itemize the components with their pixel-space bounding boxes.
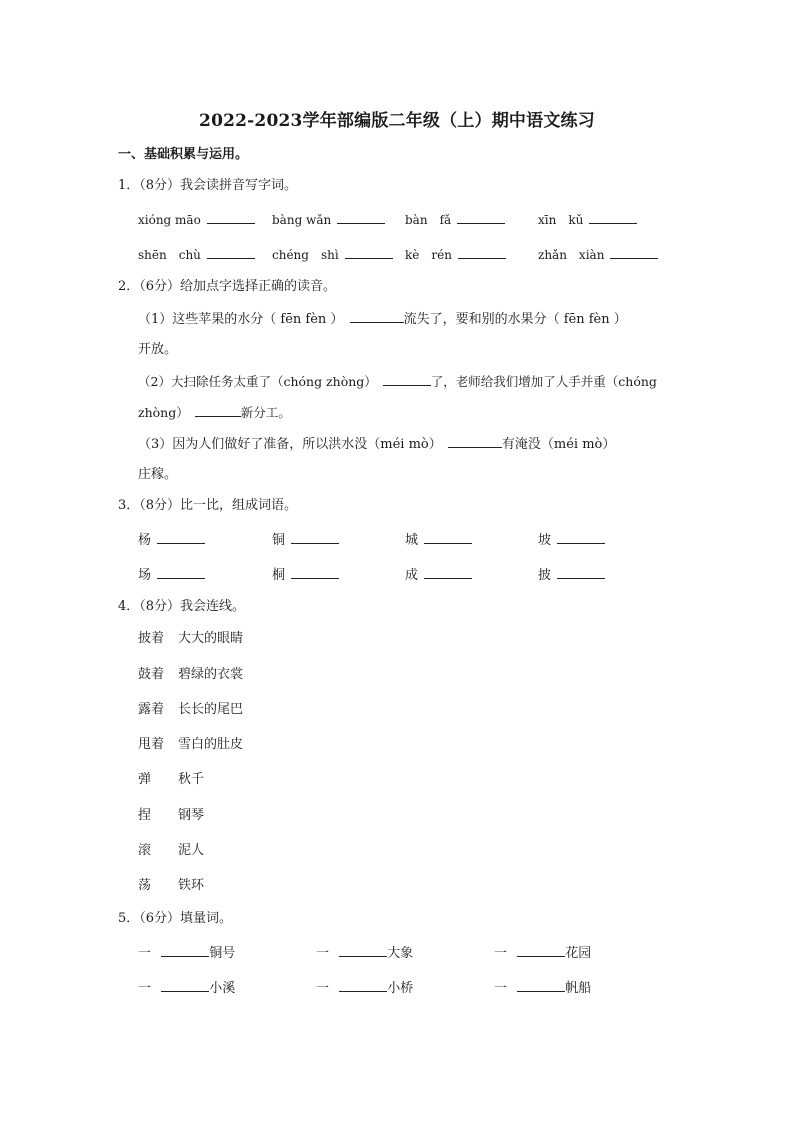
compare-char: 铜 — [272, 529, 339, 551]
pinyin-item: xióng māo — [138, 209, 255, 230]
match-row: 弹 秋千 — [138, 772, 205, 787]
question-4-heading: 4．（8分）我会连线。 — [118, 599, 246, 614]
question-2-item-1-cont: 开放。 — [138, 342, 178, 357]
answer-blank[interactable] — [339, 977, 387, 992]
compare-char: 披 — [538, 564, 605, 586]
pinyin-item: chéng shì — [272, 244, 393, 265]
answer-blank[interactable] — [157, 529, 205, 544]
question-2-item-2-cont: zhòng） 新分工。 — [138, 402, 291, 423]
answer-blank[interactable] — [383, 371, 431, 386]
measure-word-item: 一 铜号 — [138, 942, 235, 964]
compare-char: 城 — [405, 529, 472, 551]
answer-blank[interactable] — [337, 209, 385, 224]
question-3-heading: 3．（8分）比一比，组成词语。 — [118, 498, 298, 513]
answer-blank[interactable] — [589, 209, 637, 224]
pinyin-item: bàng wǎn — [272, 209, 385, 230]
question-2-item-3-cont: 庄稼。 — [138, 467, 178, 482]
match-row: 露着 长长的尾巴 — [138, 702, 244, 717]
question-2-item-2: （2）大扫除任务太重了（chóng zhòng） 了，老师给我们增加了人手并重（chóng — [138, 371, 657, 392]
answer-blank[interactable] — [157, 564, 205, 579]
answer-blank[interactable] — [291, 564, 339, 579]
measure-word-item: 一 小桥 — [316, 977, 413, 999]
answer-blank[interactable] — [161, 942, 209, 957]
question-2-heading: 2．（6分）给加点字选择正确的读音。 — [118, 279, 337, 294]
section-heading: 一、基础积累与运用。 — [118, 147, 249, 162]
answer-blank[interactable] — [350, 308, 404, 323]
answer-blank[interactable] — [557, 564, 605, 579]
answer-blank[interactable] — [517, 942, 565, 957]
match-row: 捏 钢琴 — [138, 808, 205, 823]
answer-blank[interactable] — [424, 529, 472, 544]
answer-blank[interactable] — [339, 942, 387, 957]
answer-blank[interactable] — [448, 433, 502, 448]
pinyin-item: kè rén — [405, 244, 506, 265]
answer-blank[interactable] — [207, 209, 255, 224]
match-row: 荡 铁环 — [138, 878, 205, 893]
answer-blank[interactable] — [424, 564, 472, 579]
pinyin-item: shēn chù — [138, 244, 255, 265]
match-row: 披着 大大的眼睛 — [138, 631, 244, 646]
question-2-item-1: （1）这些苹果的水分（ fēn fèn ） 流失了，要和别的水果分（ fēn fèn ） — [138, 308, 627, 330]
answer-blank[interactable] — [517, 977, 565, 992]
page-title: 2022-2023学年部编版二年级（上）期中语文练习 — [199, 111, 595, 131]
compare-char: 场 — [138, 564, 205, 586]
pinyin-item: bàn fǎ — [405, 209, 505, 230]
compare-char: 成 — [405, 564, 472, 586]
measure-word-item: 一 帆船 — [494, 977, 591, 999]
answer-blank[interactable] — [207, 244, 255, 259]
match-row: 滚 泥人 — [138, 843, 205, 858]
measure-word-item: 一 小溪 — [138, 977, 235, 999]
pinyin-item: xīn kǔ — [538, 209, 637, 230]
answer-blank[interactable] — [610, 244, 658, 259]
compare-char: 杨 — [138, 529, 205, 551]
answer-blank[interactable] — [457, 209, 505, 224]
answer-blank[interactable] — [161, 977, 209, 992]
pinyin-item: zhǎn xiàn — [538, 244, 658, 265]
question-5-heading: 5．（6分）填量词。 — [118, 911, 233, 926]
answer-blank[interactable] — [291, 529, 339, 544]
answer-blank[interactable] — [195, 402, 241, 417]
measure-word-item: 一 大象 — [316, 942, 413, 964]
question-1-heading: 1．（8分）我会读拼音写字词。 — [118, 178, 298, 193]
answer-blank[interactable] — [345, 244, 393, 259]
answer-blank[interactable] — [458, 244, 506, 259]
match-row: 鼓着 碧绿的衣裳 — [138, 667, 244, 682]
question-2-item-3: （3）因为人们做好了准备，所以洪水没（méi mò） 有淹没（méi mò） — [138, 433, 615, 455]
match-row: 甩着 雪白的肚皮 — [138, 737, 244, 752]
answer-blank[interactable] — [557, 529, 605, 544]
compare-char: 坡 — [538, 529, 605, 551]
measure-word-item: 一 花园 — [494, 942, 591, 964]
compare-char: 桐 — [272, 564, 339, 586]
